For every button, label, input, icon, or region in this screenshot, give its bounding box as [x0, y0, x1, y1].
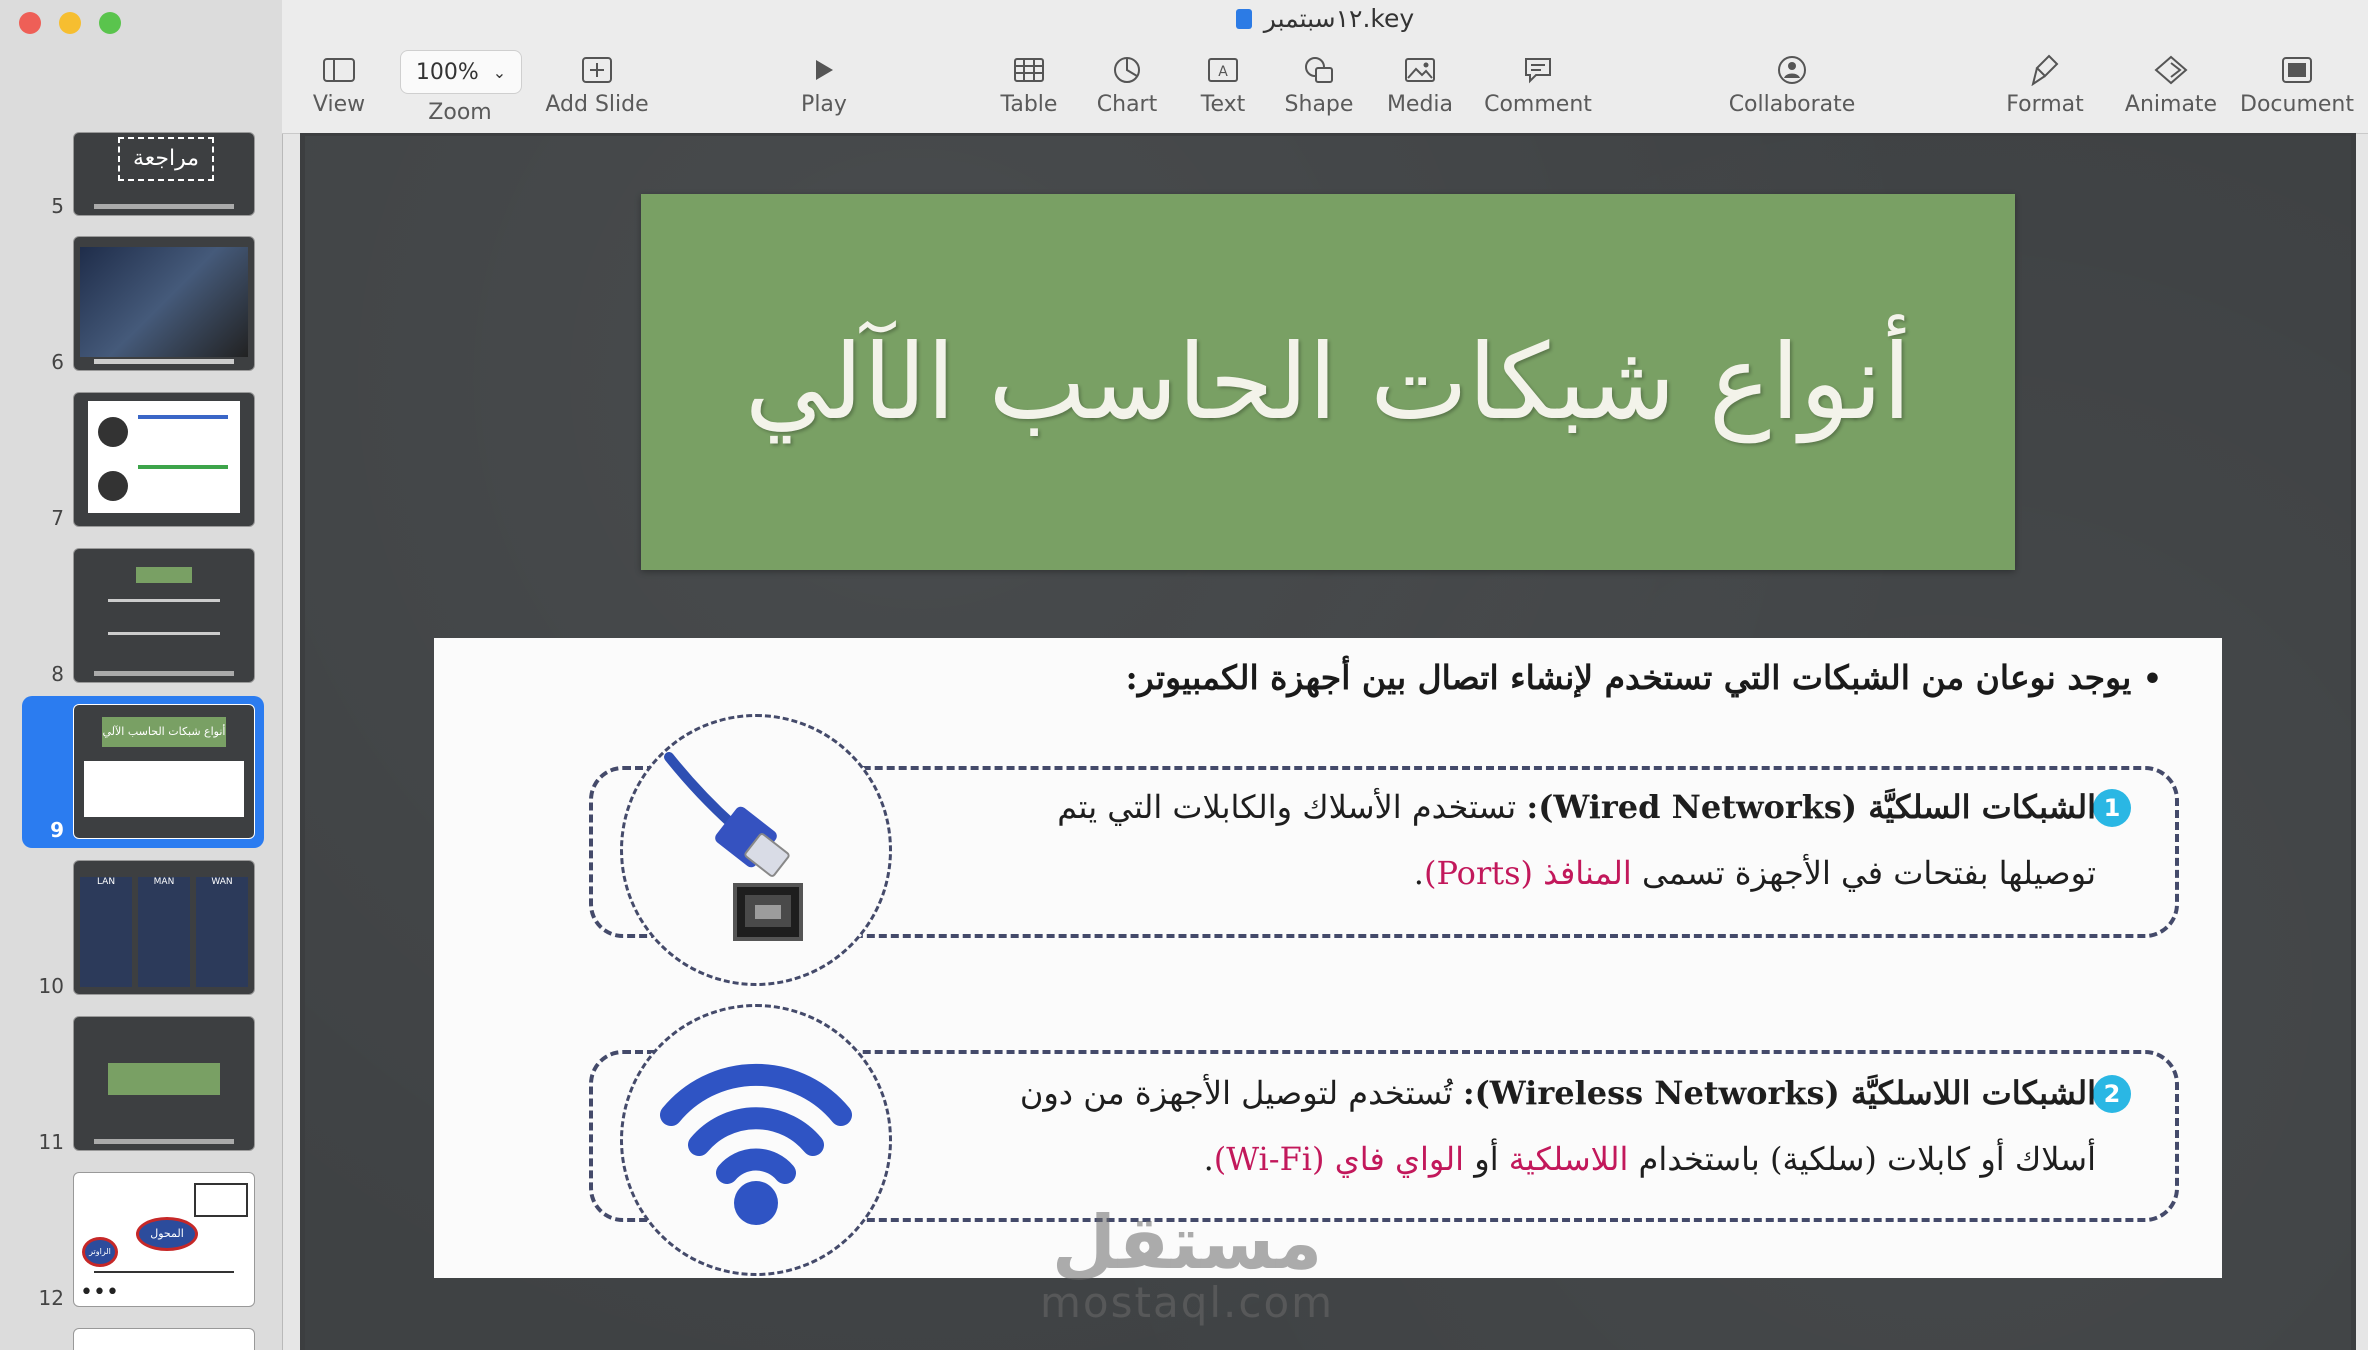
- play-icon: [813, 50, 835, 90]
- chart-icon: [1113, 50, 1141, 90]
- thumbnail-footer: [94, 1139, 234, 1144]
- ethernet-cable-icon: [623, 717, 889, 983]
- document-icon: [2282, 50, 2312, 90]
- wireless-period: .: [1203, 1140, 1214, 1178]
- play-button[interactable]: [796, 50, 852, 130]
- watermark: [1040, 1200, 1335, 1327]
- document-name: ١٢سبتمبر.key: [1263, 4, 1415, 33]
- shape-icon: [1304, 50, 1334, 90]
- slide-thumbnail-9[interactable]: [73, 704, 255, 839]
- sidebar-icon: [323, 50, 355, 90]
- thumbnail-label: MAN: [153, 877, 175, 887]
- thumbnail-device: [194, 1183, 248, 1217]
- add-slide-button[interactable]: [544, 50, 650, 130]
- keynote-file-icon: [1236, 9, 1252, 29]
- slide-number: 5: [51, 194, 64, 218]
- content-image[interactable]: [434, 638, 2222, 1286]
- slide-number: 7: [51, 506, 64, 530]
- number-badge-2: 2: [2093, 1075, 2131, 1113]
- thumbnail-label: المحول: [136, 1217, 198, 1251]
- comment-button[interactable]: [1486, 50, 1590, 130]
- format-label: Format: [2006, 92, 2084, 117]
- collaborate-icon: [1776, 50, 1808, 90]
- wired-period: .: [1413, 854, 1424, 892]
- thumbnail-title-box: أنواع شبكات الحاسب الآلي: [102, 717, 226, 747]
- slide-thumbnail-7[interactable]: [73, 392, 255, 527]
- lead-sentence: [1126, 658, 2162, 697]
- thumbnail-column: [196, 877, 248, 987]
- view-label: View: [312, 92, 366, 117]
- wireless-networks-text: [1020, 1060, 2096, 1192]
- format-button[interactable]: [2006, 50, 2084, 130]
- zoom-select[interactable]: [400, 50, 522, 94]
- add-slide-label: Add Slide: [545, 92, 649, 117]
- comment-label: Comment: [1484, 92, 1592, 117]
- view-button[interactable]: [306, 50, 372, 130]
- slide-thumbnail-5[interactable]: [73, 132, 255, 216]
- wired-illustration: [620, 714, 892, 986]
- wired-line1: تستخدم الأسلاك والكابلات التي يتم: [1057, 788, 1527, 826]
- svg-text:A: A: [1218, 64, 1228, 80]
- image-icon: [1405, 50, 1435, 90]
- slide-thumbnail-10[interactable]: [73, 860, 255, 995]
- collaborate-label: Collaborate: [1728, 92, 1856, 117]
- table-button[interactable]: [996, 50, 1062, 130]
- slide-number: 10: [38, 974, 64, 998]
- wired-line2: توصيلها بفتحات في الأجهزة تسمى: [1631, 854, 2096, 892]
- close-window-button[interactable]: [19, 12, 41, 34]
- paintbrush-icon: [2031, 50, 2059, 90]
- thumbnail-footer: [94, 671, 234, 676]
- thumbnail-label: WAN: [211, 877, 233, 887]
- zoom-value: 100%: [415, 59, 479, 85]
- play-label: Play: [801, 92, 847, 117]
- thumbnail-footer: [94, 204, 234, 209]
- bullet-icon: •: [2142, 662, 2162, 697]
- thumbnail-label: LAN: [96, 877, 116, 887]
- chart-label: Chart: [1096, 92, 1158, 117]
- thumbnail-footer: [94, 359, 234, 364]
- slide-number: 8: [51, 662, 64, 686]
- wired-networks-text: [1057, 774, 2096, 906]
- lead-text: يوجد نوعان من الشبكات التي تستخدم لإنشاء اتصال بين أجهزة الكمبيوتر:: [1125, 658, 2132, 697]
- window-title: [282, 4, 2368, 33]
- add-slide-icon: [582, 50, 612, 90]
- document-label: Document: [2240, 92, 2354, 117]
- thumbnail-caption: مراجعة: [118, 137, 214, 181]
- shape-button[interactable]: [1284, 50, 1354, 130]
- or-text: أو: [1474, 1140, 1509, 1178]
- ports-highlight: المنافذ (Ports): [1423, 854, 1632, 892]
- slide-thumbnail-6[interactable]: [73, 236, 255, 371]
- watermark-url: mostaql.com: [1040, 1278, 1335, 1327]
- thumbnail-label: الراوتر: [82, 1237, 118, 1267]
- wireless-illustration: [620, 1004, 892, 1276]
- collaborate-button[interactable]: [1730, 50, 1854, 130]
- media-button[interactable]: [1386, 50, 1454, 130]
- animate-label: Animate: [2124, 92, 2218, 117]
- chart-button[interactable]: [1094, 50, 1160, 130]
- thumbnail-text: [108, 599, 220, 635]
- table-icon: [1014, 50, 1044, 90]
- slide-thumbnail-11[interactable]: [73, 1016, 255, 1151]
- thumbnail-image: [88, 401, 240, 513]
- wireless-highlight: اللاسلكية: [1508, 1140, 1629, 1178]
- number-badge-1: 1: [2093, 789, 2131, 827]
- thumbnail-title-box: [108, 1063, 220, 1095]
- slide-thumbnail-8[interactable]: [73, 548, 255, 683]
- chevron-down-icon: ⌄: [492, 62, 507, 82]
- wireless-heading: الشبكات اللاسلكيَّة (Wireless Networks):: [1462, 1074, 2096, 1112]
- wired-heading: الشبكات السلكيَّة (Wired Networks):: [1526, 788, 2096, 826]
- wireless-line2: أسلاك أو كابلات (سلكية) باستخدام: [1628, 1140, 2096, 1178]
- thumbnail-column: [138, 877, 190, 987]
- text-button[interactable]: [1196, 50, 1250, 130]
- animate-button[interactable]: [2126, 50, 2216, 130]
- wifi-icon: [623, 1007, 889, 1273]
- wireless-line1: تُستخدم لتوصيل الأجهزة من دون: [1019, 1074, 1463, 1112]
- watermark-logo-text: مستقل: [1051, 1200, 1323, 1286]
- text-label: Text: [1200, 92, 1246, 117]
- slide-title: أنواع شبكات الحاسب الآلي: [744, 321, 1912, 443]
- comment-icon: [1523, 50, 1553, 90]
- media-label: Media: [1386, 92, 1454, 117]
- thumbnail-column: [80, 877, 132, 987]
- table-label: Table: [1000, 92, 1058, 117]
- slide-thumbnail-13[interactable]: [73, 1328, 255, 1350]
- zoom-label: Zoom: [428, 100, 492, 125]
- thumbnail-image: [80, 247, 248, 357]
- minimize-window-button[interactable]: [59, 12, 81, 34]
- slide-number: 11: [38, 1130, 64, 1154]
- wifi-highlight: الواي فاي (Wi-Fi): [1213, 1140, 1465, 1178]
- thumbnail-content: [84, 761, 244, 817]
- slide-title-box[interactable]: [641, 194, 2015, 570]
- slide-number: 6: [51, 350, 64, 374]
- animate-icon: [2154, 50, 2188, 90]
- document-button[interactable]: [2242, 50, 2352, 130]
- slide-number: 9: [50, 818, 64, 842]
- zoom-window-button[interactable]: [99, 12, 121, 34]
- thumbnail-title-box: [136, 567, 192, 583]
- more-options-icon[interactable]: •••: [80, 1280, 119, 1305]
- slide-number: 12: [38, 1286, 64, 1310]
- text-box-icon: [1208, 50, 1238, 90]
- shape-label: Shape: [1284, 92, 1354, 117]
- slide-navigator[interactable]: [0, 0, 283, 1350]
